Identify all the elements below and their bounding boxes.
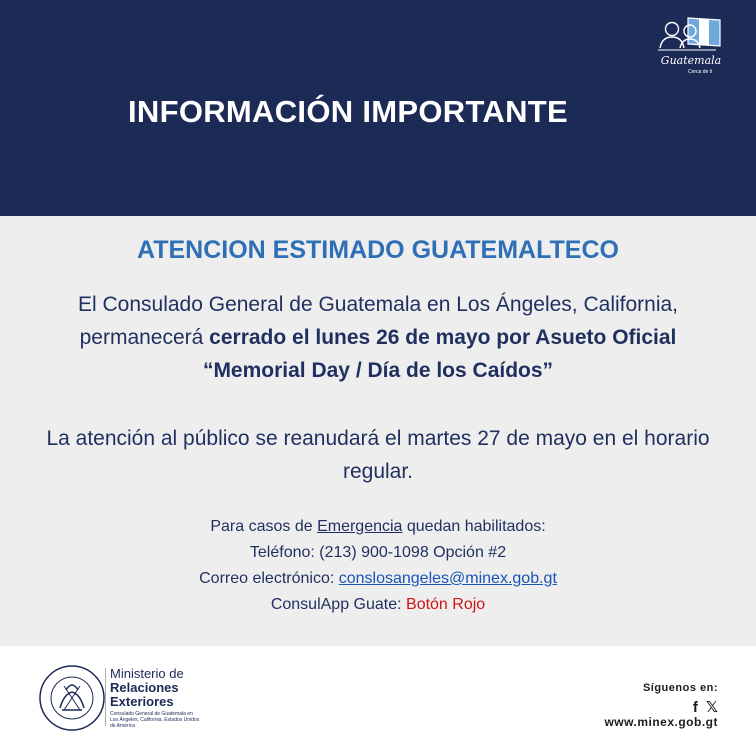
phone-line — [40, 540, 716, 566]
app-line — [40, 592, 716, 618]
guatemala-brand-logo — [650, 14, 730, 78]
government-seal-logo — [38, 664, 106, 732]
announcement-subtitle: ATENCION ESTIMADO GUATEMALTECO — [137, 236, 619, 264]
facebook-icon[interactable]: f — [692, 699, 698, 716]
ministry-line3: Exteriores — [110, 694, 174, 709]
emergency-intro-tail: quedan habilitados: — [402, 518, 546, 535]
ministry-line2: Relaciones — [110, 680, 179, 695]
ministry-line1: Ministerio de — [110, 666, 184, 681]
announcement-body — [0, 216, 756, 646]
footer — [0, 646, 756, 756]
ministry-logo-text — [110, 667, 200, 729]
closure-notice-text: El Consulado General de Guatemala en Los Ángeles, California, permanecerá — [77, 293, 679, 349]
emergency-intro-text: Para casos de — [210, 518, 318, 535]
emergency-word: Emergencia — [317, 518, 403, 535]
phone-number: (213) 900-1098 Opción #2 — [319, 544, 507, 561]
phone-label: Teléfono: — [249, 544, 320, 561]
emergency-intro — [40, 514, 716, 540]
footer-divider — [105, 668, 106, 726]
quetzal-seal-icon — [38, 664, 106, 732]
email-link[interactable]: conslosangeles@minex.gob.gt — [338, 570, 557, 587]
header-banner — [0, 0, 756, 216]
reopening-notice: La atención al público se reanudará el martes 27 de mayo en el horario regular. — [46, 427, 710, 483]
app-label: ConsulApp Guate: — [270, 596, 407, 613]
brand-script-text: Guatemala — [660, 54, 722, 67]
closure-notice — [40, 288, 716, 387]
follow-us-label: Síguenos en: — [642, 682, 718, 694]
email-line — [40, 566, 716, 592]
x-icon[interactable]: 𝕏 — [705, 699, 718, 716]
ministry-subtitle: Consulado General de Guatemala en Los Ángeles, California, Estados Unidos de América — [110, 711, 200, 729]
email-label: Correo electrónico: — [199, 570, 339, 587]
closure-date-highlight: cerrado el lunes 26 de mayo por Asueto Oficial “Memorial Day / Día de los Caídos” — [202, 326, 677, 382]
website-link[interactable]: www.minex.gob.gt — [604, 715, 718, 729]
red-button-text: Botón Rojo — [406, 596, 486, 613]
page-title: INFORMACIÓN IMPORTANTE — [128, 94, 568, 129]
brand-tagline: Cerca de ti — [688, 69, 713, 75]
people-flag-icon — [650, 14, 730, 58]
emergency-contacts — [40, 514, 716, 618]
